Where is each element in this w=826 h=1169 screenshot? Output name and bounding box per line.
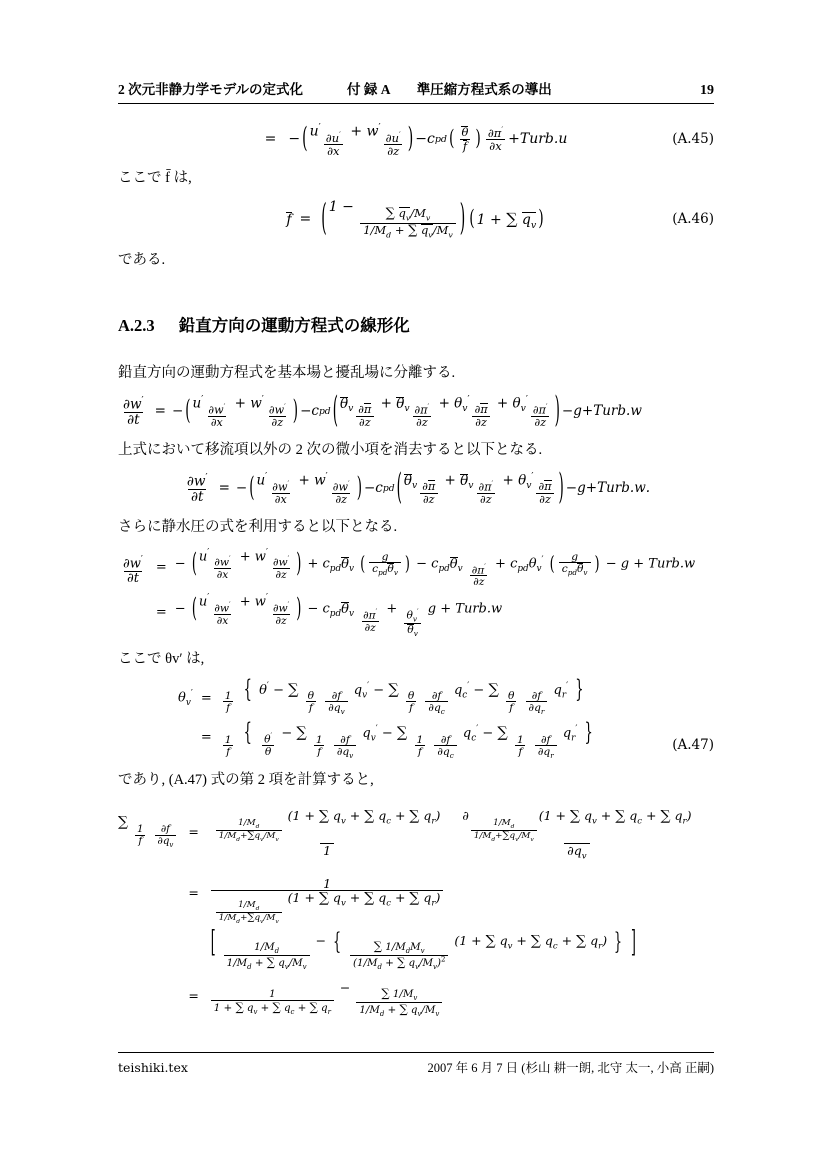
equation-a46: f = ( 1 − $\frac{\sum q_v/M_v}{1/M_d + \sum q_v/M_v}$ ) ( 1 + ∑ $q_v$ ) (A.46) [286, 198, 714, 240]
footer-credit: 2007 年 6 月 7 日 (杉山 耕一朗, 北守 太一, 小高 正嗣) [427, 1061, 714, 1075]
running-head-middle: 付 録 A 準圧縮方程式系の導出 [346, 82, 552, 97]
page-number: 19 [700, 83, 714, 98]
paragraph-2: 上式において移流項以外の 2 次の微小項を消去すると以下となる. [118, 441, 543, 458]
section-title: 鉛直方向の運動方程式の線形化 [178, 315, 410, 335]
paragraph-1: 鉛直方向の運動方程式を基本場と擾乱場に分離する. [118, 364, 456, 381]
equation-number-a45: (A.45) [672, 131, 714, 148]
equation-a45: = − ( u′ $\frac{\partial u'}{\partial x}$ + w′ $\frac{\partial u'}{\partial z}$ ) − c pd ( $\frac{\theta}{f}$ ) $\frac{\partial\pi'}{\partial x}$ + T u r b . u (A.45) [264, 122, 714, 158]
equation-vertical-momentum-hydrostatic: $\frac{\partial w'}{\partial t}$ = − ( u′ $\frac{\partial w'}{\partial x}$ + w′ $\frac{\partial w'}{\partial z}$ ) + $c_{pd}\theta_v$ ( $\frac{g}{c_{pd}\theta_v}$ ) − $c_{pd}\theta_v$ $\frac{\partial\pi'}{\partial z}$ + $c_{pd}\theta_v'$ ( $\frac{g}{c_{pd}\theta_v}$ ) − g + Turb.w = − ( u′ $\frac{\partial w'}{\partial x}$ + w′ $\frac{\partial w'}{\partial z}$ ) − $c_{pd}\theta_v$ $\frac{\partial\pi'}{\partial z}$ + $\frac{\theta_v'}{\theta_v}$ g + Turb.w [123, 547, 696, 639]
page-footer [118, 1058, 714, 1076]
equation-second-term-derivation: ∑ $\frac{1}{f}$ $\frac{\partial f}{\partial q_v}$ = $\frac{1/M_d}{1/M_d+\sum q_v/M_v}$ (1 + ∑ $q_v$ + ∑ $q_c$ + ∑ $q_r$) 1 ∂ $\frac{1/M_d}{1/M_d+\sum q_v/M_v}$ (1 + ∑ $q_v$ + ∑ $q_c$ + ∑ $q_r$) $\partial q_v$ = 1 $\frac{1/M_d}{1/M_d+\sum q_v/M_v}$ (1 + ∑ $q_v$ + ∑ $q_c$ + ∑ $q_r$) [ $\frac{1/M_d}{1/M_d + \sum q_v/M_v}$ − { $\frac{\sum 1/M_dM_v}{(1/M_d + \sum q_v/M_v)^2}$ (1 + ∑ $q_v$ + ∑ $q_c$ + ∑ $q_r$) } ] = $\frac{1}{1 + \sum q_v + \sum q_c + \sum q_r}$ − $\frac{\sum 1/M_v}{1/M_d + \sum q_v/M_v}$ [118, 808, 692, 1019]
equation-number-a47: (A.47) [672, 737, 714, 754]
page-content [118, 78, 714, 1029]
header-rule [118, 103, 714, 104]
footer-filename: teishiki.tex [118, 1060, 188, 1075]
paragraph-5: であり, (A.47) 式の第 2 項を計算すると, [118, 772, 374, 789]
text-after-a46: である. [118, 252, 166, 269]
running-head [118, 78, 714, 103]
equation-a47: $\theta_v'$ = $\frac{1}{f}$ { θ′ − ∑ $\frac{\theta}{f}$ $\frac{\partial f}{\partial q_v}$ $q_v'$ − ∑ $\frac{\theta}{f}$ $\frac{\partial f}{\partial q_c}$ $q_c'$ − ∑ $\frac{\theta}{f}$ $\frac{\partial f}{\partial q_r}$ $q_r'$ } = $\frac{1}{f}$ { $\frac{\theta'}{\theta}$ − ∑ $\frac{1}{f}$ $\frac{\partial f}{\partial q_v}$ $q_v'$ − ∑ $\frac{1}{f}$ $\frac{\partial f}{\partial q_c}$ $q_c'$ − ∑ $\frac{1}{f}$ $\frac{\partial f}{\partial q_r}$ $q_r'$ } (A.47) [178, 675, 714, 760]
paragraph-4: ここで θv′ は, [118, 651, 205, 668]
running-head-left: 2 次元非静力学モデルの定式化 [118, 82, 303, 97]
section-heading [118, 312, 714, 336]
equation-vertical-momentum-reduced: $\frac{\partial w'}{\partial t}$ = − ( u′ $\frac{\partial w'}{\partial x}$ + w′ $\frac{\partial w'}{\partial z}$ ) − c pd ( $\theta_v$ $\frac{\partial\pi}{\partial z}$ + $\theta_v$ $\frac{\partial\pi'}{\partial z}$ + $\theta_v'$ $\frac{\partial\pi}{\partial z}$ ) − g + T u r b . w . [186, 467, 651, 510]
footer-rule [118, 1052, 714, 1053]
section-number: A.2.3 [118, 315, 155, 335]
paragraph-3: さらに静水圧の式を利用すると以下となる. [118, 518, 398, 535]
equation-number-a46: (A.46) [672, 211, 714, 228]
equation-vertical-momentum-full: $\frac{\partial w'}{\partial t}$ = − ( u′ $\frac{\partial w'}{\partial x}$ + w′ $\frac{\partial w'}{\partial z}$ ) − c pd ( $\theta_v$ $\frac{\partial\pi}{\partial z}$ + $\theta_v$ $\frac{\partial\pi'}{\partial z}$ + $\theta_v'$ $\frac{\partial\pi}{\partial z}$ + $\theta_v'$ $\frac{\partial\pi'}{\partial z}$ ) − g + T u r b . w [123, 390, 642, 433]
text-after-a45: ここで f̄ は, [118, 169, 192, 186]
